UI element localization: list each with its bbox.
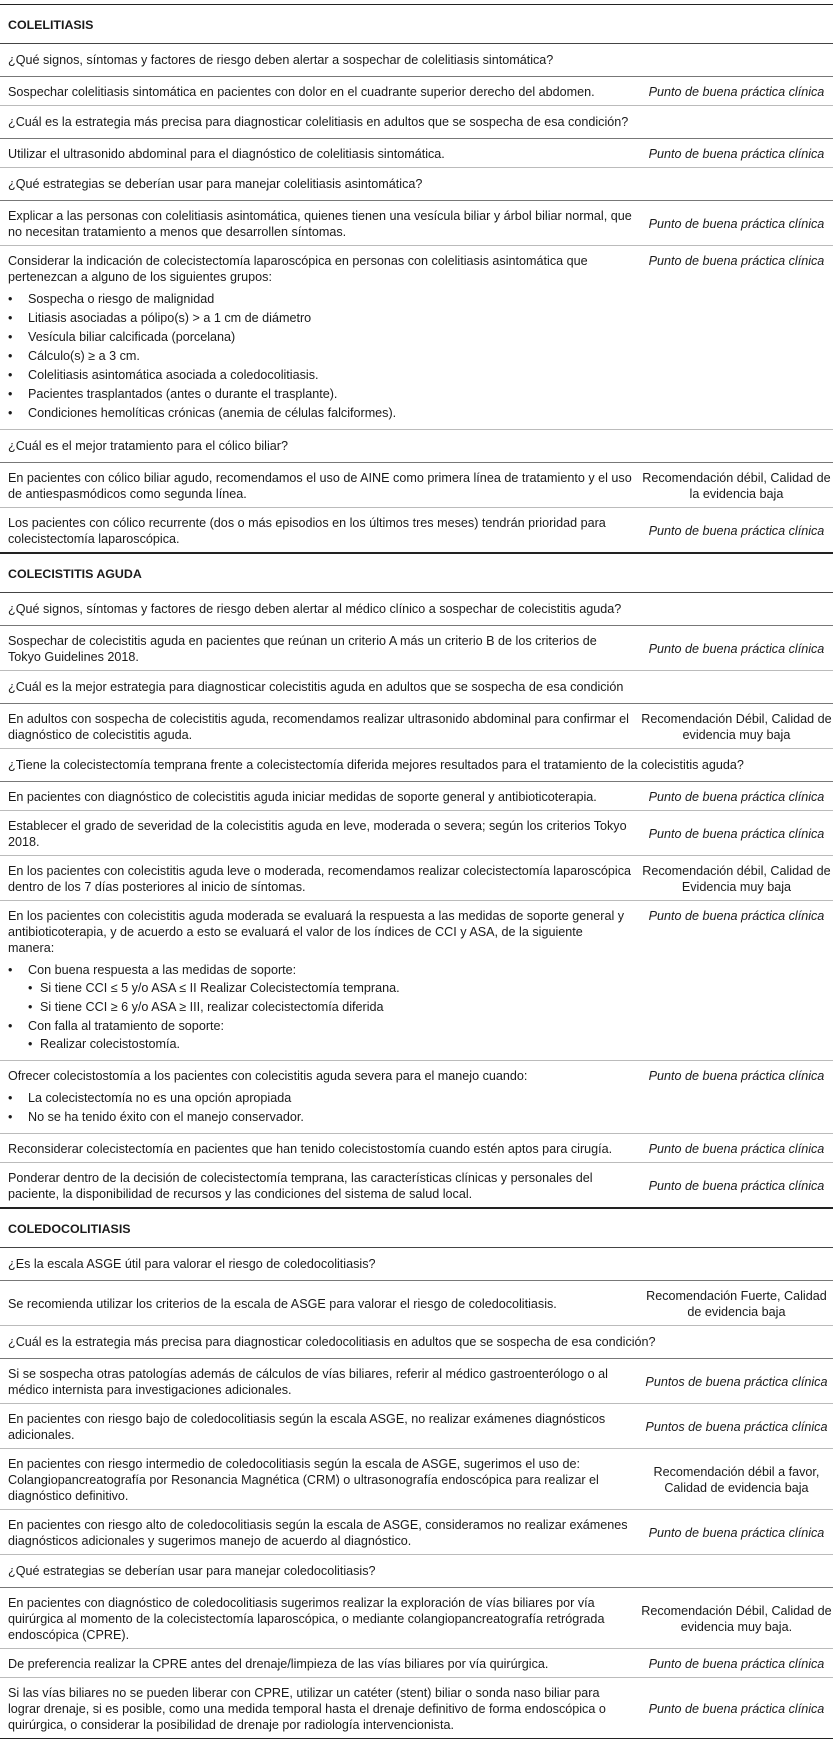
recommendation-text: En pacientes con riesgo intermedio de coledocolitiasis según la escala de ASGE, sugerimos el uso de: Colangiopancreatografía por Resonancia Magnética (CRM) o ultrasonografía endoscópica para realizar el diagnóstico definitivo. (8, 1457, 599, 1503)
recommendation-row (0, 1449, 833, 1510)
section-colelitiasis (0, 4, 833, 553)
recommendation-text: Considerar la indicación de colecistectomía laparoscópica en personas con colelitiasis asintomática que pertenezcan a alguno de los siguientes grupos: (8, 254, 588, 284)
recommendation-text: De preferencia realizar la CPRE antes del drenaje/limpieza de las vías biliares por vía quirúrgica. (8, 1657, 549, 1671)
list-item: • La colecistectomía no es una opción apropiada (8, 1090, 632, 1106)
question: ¿Qué signos, síntomas y factores de riesgo deben alertar al médico clínico a sospechar de colecistitis aguda? (0, 593, 833, 626)
recommendation-row (0, 1404, 833, 1449)
recommendation-text: Explicar a las personas con colelitiasis asintomática, quienes tienen una vesícula biliar y árbol biliar normal, que no necesitan tratamiento a menos que desarrollen síntomas. (8, 209, 632, 239)
sub-list-item: • Realizar colecistostomía. (28, 1036, 632, 1052)
list-item: • Pacientes trasplantados (antes o durante el trasplante). (8, 386, 632, 402)
recommendation-text: Sospechar de colecistitis aguda en pacientes que reúnan un criterio A más un criterio B de los criterios de Tokyo Guidelines 2018. (8, 634, 597, 664)
section-title: COLECISTITIS AGUDA (0, 554, 833, 593)
evidence-grade: Punto de buena práctica clínica (648, 790, 825, 804)
section-colecistitis (0, 553, 833, 1208)
evidence-grade: Recomendación Débil, Calidad de evidencia muy baja (641, 712, 832, 742)
list-item: • Litiasis asociadas a pólipo(s) > a 1 cm de diámetro (8, 310, 632, 326)
bullet-list (8, 962, 632, 1052)
recommendation-text: Los pacientes con cólico recurrente (dos o más episodios en los últimos tres meses) tendrán prioridad para colecistectomía laparoscópica. (8, 516, 606, 546)
sub-bullet-list (28, 980, 632, 1015)
recommendation-row (0, 1678, 833, 1739)
evidence-grade: Punto de buena práctica clínica (648, 147, 825, 161)
evidence-grade: Recomendación débil, Calidad de la evidencia baja (642, 471, 831, 501)
recommendation-row (0, 856, 833, 901)
recommendation-row (0, 1588, 833, 1649)
recommendation-text: Si se sospecha otras patologías además de cálculos de vías biliares, referir al médico gastroenterólogo o al médico internista para investigaciones adicionales. (8, 1367, 608, 1397)
sub-list-item: • Si tiene CCI ≤ 5 y/o ASA ≤ II Realizar Colecistectomía temprana. (28, 980, 632, 996)
evidence-grade: Puntos de buena práctica clínica (645, 1375, 828, 1389)
recommendation-text: En pacientes con diagnóstico de coledocolitiasis sugerimos realizar la exploración de vías biliares por vía quirúrgica al momento de la colecistectomía laparoscópica, o mediante colangiopancreatografía retrógrada endoscópica (CPRE). (8, 1596, 605, 1642)
recommendation-text: En pacientes con diagnóstico de colecistitis aguda iniciar medidas de soporte general y antibioticoterapia. (8, 790, 597, 804)
question: ¿Cuál es el mejor tratamiento para el cólico biliar? (0, 430, 833, 463)
recommendation-cell (8, 908, 640, 1055)
evidence-grade: Punto de buena práctica clínica (648, 827, 825, 841)
list-item: • Condiciones hemolíticas crónicas (anemia de células falciformes). (8, 405, 632, 421)
recommendation-row (0, 201, 833, 246)
section-title: COLEDOCOLITIASIS (0, 1209, 833, 1248)
sub-list-item: • Si tiene CCI ≥ 6 y/o ASA ≥ III, realizar colecistectomía diferida (28, 999, 632, 1015)
question: ¿Es la escala ASGE útil para valorar el riesgo de coledocolitiasis? (0, 1248, 833, 1281)
recommendation-cell (8, 1068, 640, 1128)
question: ¿Qué signos, síntomas y factores de riesgo deben alertar a sospechar de colelitiasis sintomática? (0, 44, 833, 77)
evidence-grade: Puntos de buena práctica clínica (645, 1420, 828, 1434)
evidence-grade: Punto de buena práctica clínica (648, 1142, 825, 1156)
recommendation-text: Reconsiderar colecistectomía en pacientes que han tenido colecistostomía cuando estén aptos para cirugía. (8, 1142, 613, 1156)
recommendation-cell (8, 253, 640, 424)
question: ¿Cuál es la mejor estrategia para diagnosticar colecistitis aguda en adultos que se sospecha de esa condición (0, 671, 833, 704)
recommendation-row (0, 77, 833, 106)
recommendation-row (0, 246, 833, 430)
recommendation-text: En pacientes con cólico biliar agudo, recomendamos el uso de AINE como primera línea de tratamiento y el uso de antiespasmódicos como segunda línea. (8, 471, 632, 501)
recommendation-row (0, 463, 833, 508)
recommendation-text: En pacientes con riesgo alto de coledocolitiasis según la escala de ASGE, consideramos no realizar exámenes diagnósticos adicionales y sugerimos manejo de acuerdo al diagnóstico. (8, 1518, 628, 1548)
evidence-grade: Punto de buena práctica clínica (648, 1069, 825, 1083)
evidence-grade: Punto de buena práctica clínica (648, 1657, 825, 1671)
bullet-list (8, 291, 632, 421)
question: ¿Cuál es la estrategia más precisa para diagnosticar colelitiasis en adultos que se sospecha de esa condición? (0, 106, 833, 139)
question: ¿Qué estrategias se deberían usar para manejar colelitiasis asintomática? (0, 168, 833, 201)
list-item (8, 962, 632, 1015)
recommendation-text: Ponderar dentro de la decisión de colecistectomía temprana, las características clínicas y personales del paciente, la disponibilidad de recursos y las condiciones del sistema de salud local. (8, 1171, 593, 1201)
sub-bullet-list (28, 1036, 632, 1052)
recommendation-row (0, 811, 833, 856)
recommendation-row (0, 1163, 833, 1208)
list-item: • Sospecha o riesgo de malignidad (8, 291, 632, 307)
evidence-grade: Punto de buena práctica clínica (648, 85, 825, 99)
evidence-grade: Punto de buena práctica clínica (648, 1179, 825, 1193)
recommendation-row (0, 139, 833, 168)
recommendation-row (0, 508, 833, 553)
recommendation-text: Sospechar colelitiasis sintomática en pacientes con dolor en el cuadrante superior derecho del abdomen. (8, 85, 595, 99)
recommendation-row (0, 901, 833, 1061)
recommendation-text: Ofrecer colecistostomía a los pacientes con colecistitis aguda severa para el manejo cuando: (8, 1069, 528, 1083)
evidence-grade: Punto de buena práctica clínica (648, 909, 825, 923)
recommendation-row (0, 1134, 833, 1163)
list-item: • Vesícula biliar calcificada (porcelana) (8, 329, 632, 345)
recommendation-text: En los pacientes con colecistitis aguda leve o moderada, recomendamos realizar colecistectomía laparoscópica dentro de los 7 días posteriores al inicio de síntomas. (8, 864, 632, 894)
evidence-grade: Punto de buena práctica clínica (648, 254, 825, 268)
recommendation-text: Si las vías biliares no se pueden liberar con CPRE, utilizar un catéter (stent) biliar o sonda naso biliar para lograr drenaje, si es posible, como una medida temporal hasta el drenaje definitivo de forma endoscópica o quirúrgica, o considerar la posibilidad de drenaje por radiología intervencionista. (8, 1686, 606, 1732)
evidence-grade: Recomendación Débil, Calidad de evidencia muy baja. (641, 1604, 832, 1634)
recommendation-text: En pacientes con riesgo bajo de coledocolitiasis según la escala ASGE, no realizar exámenes diagnósticos adicionales. (8, 1412, 606, 1442)
evidence-grade: Recomendación débil, Calidad de Evidencia muy baja (642, 864, 831, 894)
recommendation-text: Establecer el grado de severidad de la colecistitis aguda en leve, moderada o severa; según los criterios Tokyo 2018. (8, 819, 627, 849)
recommendation-text: Se recomienda utilizar los criterios de la escala de ASGE para valorar el riesgo de coledocolitiasis. (8, 1297, 557, 1311)
recommendation-row (0, 1359, 833, 1404)
guideline-table (0, 4, 833, 1739)
list-item: • Cálculo(s) ≥ a 3 cm. (8, 348, 632, 364)
section-title: COLELITIASIS (0, 5, 833, 44)
question: ¿Cuál es la estrategia más precisa para diagnosticar coledocolitiasis en adultos que se sospecha de esa condición? (0, 1326, 833, 1359)
evidence-grade: Punto de buena práctica clínica (648, 524, 825, 538)
recommendation-row (0, 704, 833, 749)
recommendation-row (0, 782, 833, 811)
evidence-grade: Punto de buena práctica clínica (648, 1526, 825, 1540)
recommendation-text: En los pacientes con colecistitis aguda moderada se evaluará la respuesta a las medidas de soporte general y antibioticoterapia, y de acuerdo a esto se evaluará el valor de los índices de CCI y ASA, de la siguiente manera: (8, 909, 625, 955)
evidence-grade: Punto de buena práctica clínica (648, 1702, 825, 1716)
evidence-grade: Punto de buena práctica clínica (648, 217, 825, 231)
question: ¿Tiene la colecistectomía temprana frente a colecistectomía diferida mejores resultados para el tratamiento de la colecistitis aguda? (0, 749, 833, 782)
list-item: • Colelitiasis asintomática asociada a coledocolitiasis. (8, 367, 632, 383)
bullet-list (8, 1090, 632, 1125)
section-coledocolitiasis (0, 1208, 833, 1739)
recommendation-row (0, 1061, 833, 1134)
recommendation-row (0, 626, 833, 671)
list-item-text: Con falla al tratamiento de soporte: (28, 1019, 225, 1033)
recommendation-text: Utilizar el ultrasonido abdominal para el diagnóstico de colelitiasis sintomática. (8, 147, 445, 161)
evidence-grade: Punto de buena práctica clínica (648, 642, 825, 656)
evidence-grade: Recomendación Fuerte, Calidad de evidencia baja (646, 1289, 827, 1319)
list-item-text: Con buena respuesta a las medidas de soporte: (28, 963, 297, 977)
recommendation-row (0, 1510, 833, 1555)
question: ¿Qué estrategias se deberían usar para manejar coledocolitiasis? (0, 1555, 833, 1588)
list-item: • No se ha tenido éxito con el manejo conservador. (8, 1109, 632, 1125)
evidence-grade: Recomendación débil a favor, Calidad de evidencia baja (653, 1465, 820, 1495)
list-item (8, 1018, 632, 1052)
recommendation-row (0, 1649, 833, 1678)
recommendation-text: En adultos con sospecha de colecistitis aguda, recomendamos realizar ultrasonido abdominal para confirmar el diagnóstico de colecistitis aguda. (8, 712, 629, 742)
recommendation-row (0, 1281, 833, 1326)
